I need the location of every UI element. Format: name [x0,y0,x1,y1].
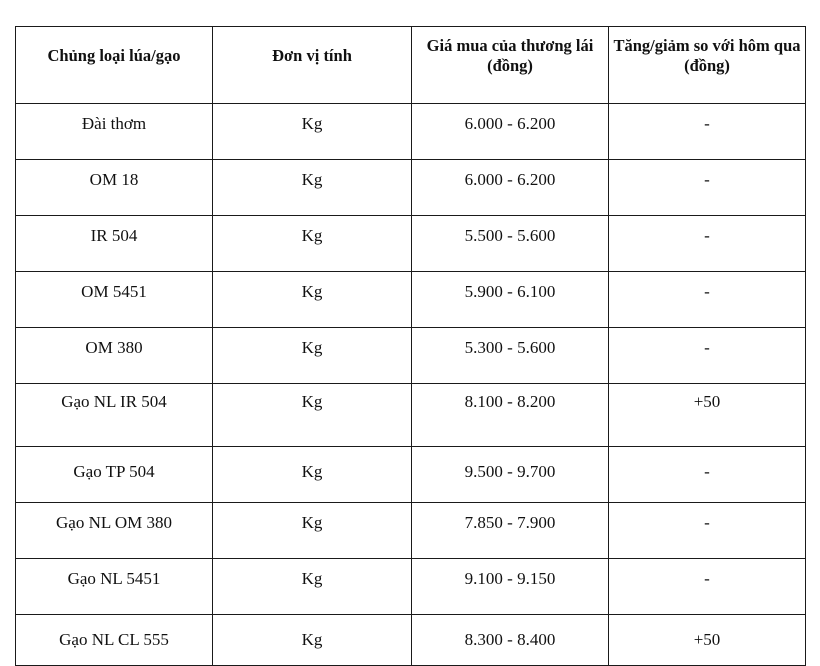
cell-unit: Kg [213,503,412,559]
rice-price-table [15,26,806,666]
table-row [16,447,806,503]
cell-change: - [609,559,806,615]
cell-rice-type: OM 18 [16,160,213,216]
cell-price: 7.850 - 7.900 [412,503,609,559]
cell-unit: Kg [213,104,412,160]
table-row [16,104,806,160]
cell-change: - [609,272,806,328]
cell-unit: Kg [213,559,412,615]
table-row [16,615,806,666]
cell-rice-type: IR 504 [16,216,213,272]
header-trader-price: Giá mua của thương lái (đồng) [412,27,609,104]
cell-unit: Kg [213,272,412,328]
cell-price: 8.100 - 8.200 [412,384,609,447]
cell-rice-type: OM 5451 [16,272,213,328]
cell-rice-type: OM 380 [16,328,213,384]
cell-price: 5.300 - 5.600 [412,328,609,384]
cell-price: 9.100 - 9.150 [412,559,609,615]
cell-price: 5.900 - 6.100 [412,272,609,328]
cell-change: - [609,216,806,272]
table-row [16,559,806,615]
cell-rice-type: Gạo NL 5451 [16,559,213,615]
table-row [16,503,806,559]
cell-change: +50 [609,615,806,666]
cell-unit: Kg [213,615,412,666]
cell-price: 5.500 - 5.600 [412,216,609,272]
table-body [16,104,806,666]
cell-price: 9.500 - 9.700 [412,447,609,503]
cell-price: 6.000 - 6.200 [412,160,609,216]
header-row [16,27,806,104]
cell-change: - [609,160,806,216]
cell-unit: Kg [213,160,412,216]
table-row [16,160,806,216]
cell-unit: Kg [213,447,412,503]
cell-rice-type: Gạo NL IR 504 [16,384,213,447]
cell-rice-type: Gạo NL OM 380 [16,503,213,559]
cell-change: - [609,328,806,384]
cell-price: 6.000 - 6.200 [412,104,609,160]
header-change-vs-yesterday: Tăng/giảm so với hôm qua (đồng) [609,27,806,104]
cell-unit: Kg [213,384,412,447]
cell-rice-type: Gạo NL CL 555 [16,615,213,666]
table-row [16,384,806,447]
header-unit: Đơn vị tính [213,27,412,104]
cell-unit: Kg [213,328,412,384]
cell-change: - [609,104,806,160]
header-rice-type: Chủng loại lúa/gạo [16,27,213,104]
cell-price: 8.300 - 8.400 [412,615,609,666]
cell-rice-type: Đài thơm [16,104,213,160]
cell-rice-type: Gạo TP 504 [16,447,213,503]
cell-unit: Kg [213,216,412,272]
cell-change: - [609,447,806,503]
cell-change: - [609,503,806,559]
table-header [16,27,806,104]
cell-change: +50 [609,384,806,447]
table-row [16,328,806,384]
table-row [16,216,806,272]
table-row [16,272,806,328]
